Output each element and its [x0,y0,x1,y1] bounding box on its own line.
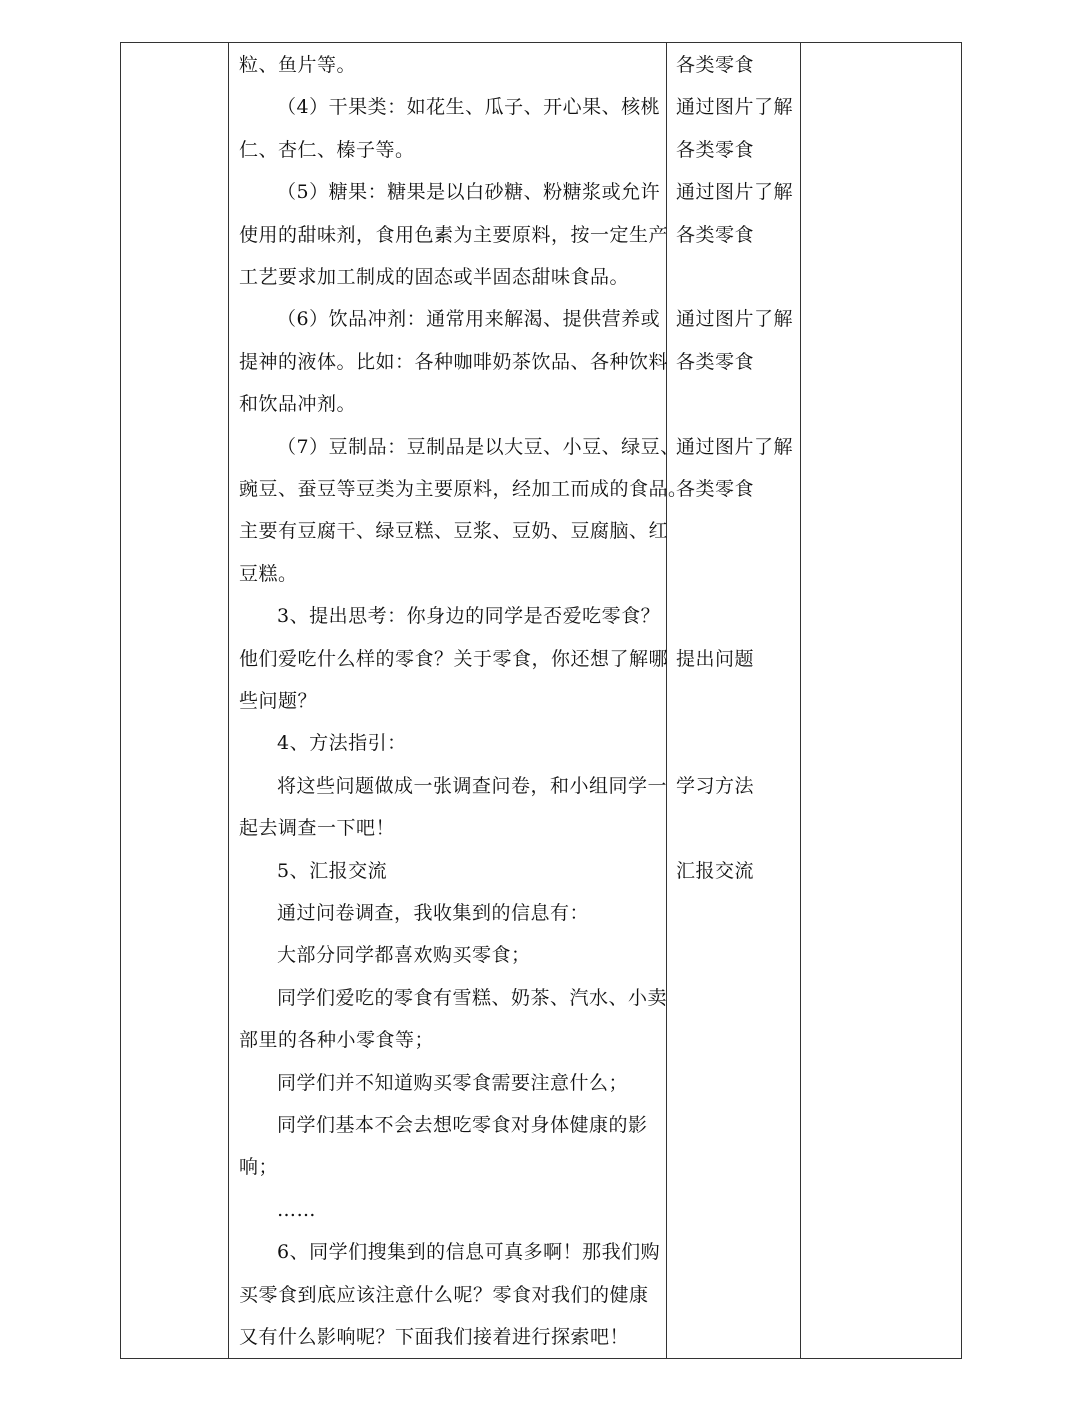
text-line: （5）糖果：糖果是以白砂糖、粉糖浆或允许 [277,181,661,204]
text-line: 6、同学们搜集到的信息可真多啊！那我们购 [277,1241,661,1264]
text-line: 3、提出思考：你身边的同学是否爱吃零食？ [277,605,661,628]
text-line: 部里的各种小零食等； [239,1029,435,1052]
text-line: 主要有豆腐干、绿豆糕、豆浆、豆奶、豆腐脑、红 [239,520,669,543]
teaching-process-cell [229,43,688,1358]
text-line: 响； [239,1156,279,1179]
text-line: 4、方法指引： [277,732,407,755]
text-line: 起去调查一下吧！ [239,817,396,840]
text-line: 将这些问题做成一张调查问卷，和小组同学一 [277,774,668,797]
text-line: 使用的甜味剂，食用色素为主要原料，按一定生产 [239,223,669,246]
text-line: 些问题？ [239,690,318,712]
text-line: 和饮品冲剂。 [239,393,357,416]
text-line: 豌豆、蚕豆等豆类为主要原料，经加工而成的食品。 [239,478,688,500]
text-line: 他们爱吃什么样的零食？关于零食，你还想了解哪 [239,647,669,670]
intent-line: 各类零食 [676,54,755,76]
intent-line: 各类零食 [676,223,755,246]
text-line: 仁、杏仁、榛子等。 [239,138,415,161]
intent-line: 通过图片了解 [676,435,794,458]
text-line: 同学们基本不会去想吃零食对身体健康的影 [277,1114,648,1136]
lesson-plan-table [120,42,962,1359]
intent-line: 学习方法 [676,774,755,797]
text-line: 5、汇报交流 [277,859,388,882]
text-line: 大部分同学都喜欢购买零食； [277,944,531,967]
text-line: …… [277,1198,316,1221]
text-line: 同学们爱吃的零食有雪糕、奶茶、汽水、小卖 [277,986,668,1009]
intent-line: 各类零食 [676,478,755,500]
text-line: 豆糕。 [239,562,298,585]
left-blank-cell [121,43,228,1358]
intent-line: 汇报交流 [676,859,755,882]
text-line: 提神的液体。比如：各种咖啡奶茶饮品、各种饮料 [239,350,669,373]
intent-line: 通过图片了解 [676,96,794,119]
text-line: 同学们并不知道购买零食需要注意什么； [277,1071,629,1094]
text-line: 通过问卷调查，我收集到的信息有： [277,902,590,924]
text-line: 又有什么影响呢？下面我们接着进行探索吧！ [239,1326,630,1348]
intent-line: 通过图片了解 [676,181,794,204]
right-blank-cell [801,43,961,1358]
intent-line: 提出问题 [676,647,755,670]
intent-line: 通过图片了解 [676,308,794,331]
design-intent-cell [667,43,800,1358]
intent-line: 各类零食 [676,138,755,161]
text-line: 工艺要求加工制成的固态或半固态甜味食品。 [239,266,630,288]
text-line: （4）干果类：如花生、瓜子、开心果、核桃 [277,96,661,119]
intent-line: 各类零食 [676,350,755,373]
text-line: 粒、鱼片等。 [239,54,357,76]
text-line: 买零食到底应该注意什么呢？零食对我们的健康 [239,1283,649,1306]
text-line: （7）豆制品：豆制品是以大豆、小豆、绿豆、 [277,435,680,458]
text-line: （6）饮品冲剂：通常用来解渴、提供营养或 [277,308,661,331]
